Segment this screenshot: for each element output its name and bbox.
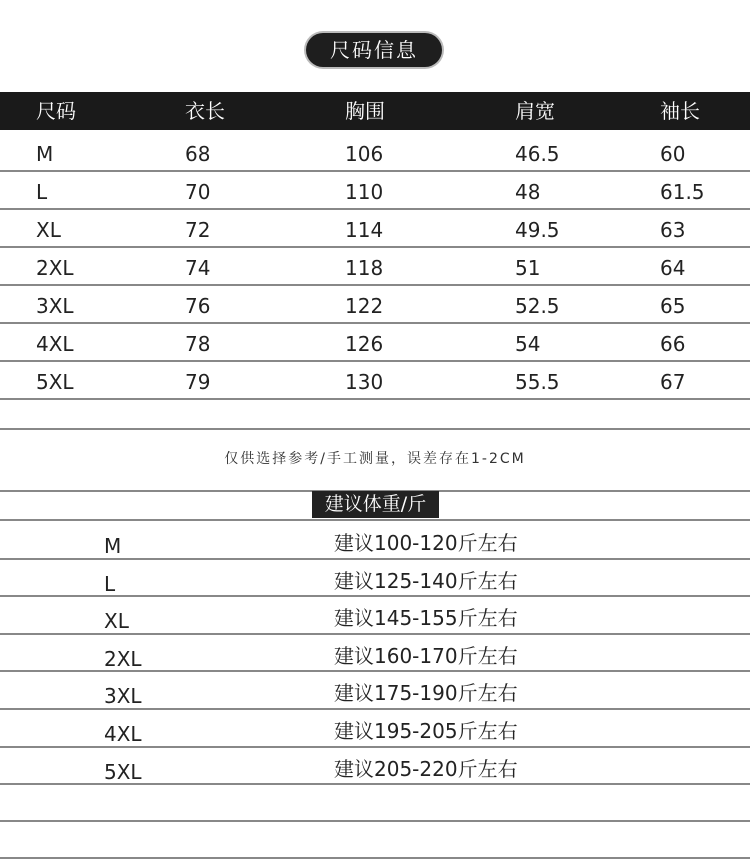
cell-sleeve: 64 [660, 256, 686, 280]
table-row [0, 172, 750, 210]
table-row [0, 324, 750, 362]
size-table-header [0, 92, 750, 130]
table-row [0, 362, 750, 400]
list-item [0, 672, 750, 709]
size-info-title: 尺码信息 [306, 33, 442, 67]
cell-length: 78 [185, 332, 211, 356]
weight-range-label: 建议145-155斤左右 [334, 606, 518, 631]
cell-length: 76 [185, 294, 211, 318]
cell-size: 2XL [36, 256, 74, 280]
cell-length: 79 [185, 370, 211, 394]
header-shoulder: 肩宽 [515, 99, 555, 123]
cell-sleeve: 67 [660, 370, 686, 394]
cell-shoulder: 49.5 [515, 218, 560, 242]
header-chest: 胸围 [345, 99, 385, 123]
divider [0, 820, 750, 822]
weight-size-label: XL [104, 609, 129, 634]
weight-range-label: 建议175-190斤左右 [334, 681, 518, 706]
header-length: 衣长 [185, 99, 225, 123]
list-item [0, 710, 750, 747]
cell-sleeve: 63 [660, 218, 686, 242]
cell-shoulder: 52.5 [515, 294, 560, 318]
cell-chest: 110 [345, 180, 384, 204]
weight-range-label: 建议205-220斤左右 [334, 756, 518, 781]
cell-sleeve: 61.5 [660, 180, 705, 204]
cell-chest: 130 [345, 370, 384, 394]
cell-size: M [36, 142, 54, 166]
divider [0, 857, 750, 859]
divider [0, 519, 750, 521]
cell-chest: 106 [345, 142, 384, 166]
cell-size: L [36, 180, 48, 204]
table-row [0, 210, 750, 248]
cell-chest: 114 [345, 218, 384, 242]
cell-size: 4XL [36, 332, 74, 356]
measurement-note: 仅供选择参考/手工测量，误差存在1-2CM [224, 451, 526, 467]
cell-chest: 118 [345, 256, 384, 280]
weight-range-label: 建议125-140斤左右 [334, 568, 518, 593]
cell-shoulder: 51 [515, 256, 541, 280]
weight-size-label: M [104, 534, 122, 558]
weight-size-label: 4XL [104, 722, 142, 746]
cell-length: 68 [185, 142, 211, 166]
table-row [0, 286, 750, 324]
weight-section-title: 建议体重/斤 [312, 491, 439, 518]
cell-sleeve: 60 [660, 142, 686, 166]
weight-size-label: 3XL [104, 684, 142, 709]
list-item [0, 522, 750, 559]
table-row [0, 134, 750, 172]
divider [0, 428, 750, 430]
cell-length: 72 [185, 218, 211, 242]
table-row [0, 248, 750, 286]
list-item [0, 597, 750, 634]
weight-range-label: 建议195-205斤左右 [334, 719, 518, 743]
cell-sleeve: 65 [660, 294, 686, 318]
cell-chest: 126 [345, 332, 384, 356]
cell-sleeve: 66 [660, 332, 686, 356]
list-item [0, 748, 750, 785]
weight-range-label: 建议160-170斤左右 [334, 643, 518, 668]
cell-shoulder: 54 [515, 332, 541, 356]
cell-chest: 122 [345, 294, 384, 318]
cell-shoulder: 46.5 [515, 142, 560, 166]
weight-size-label: 2XL [104, 646, 142, 671]
cell-shoulder: 55.5 [515, 370, 560, 394]
divider [0, 783, 750, 785]
cell-size: 5XL [36, 370, 74, 394]
list-item [0, 635, 750, 672]
cell-length: 70 [185, 180, 211, 204]
header-size: 尺码 [36, 99, 76, 123]
cell-size: XL [36, 218, 61, 242]
weight-size-label: 5XL [104, 759, 142, 784]
cell-size: 3XL [36, 294, 74, 318]
cell-length: 74 [185, 256, 211, 280]
list-item [0, 560, 750, 597]
weight-range-label: 建议100-120斤左右 [334, 531, 518, 555]
header-sleeve: 袖长 [660, 99, 700, 123]
weight-size-label: L [104, 571, 116, 596]
cell-shoulder: 48 [515, 180, 541, 204]
